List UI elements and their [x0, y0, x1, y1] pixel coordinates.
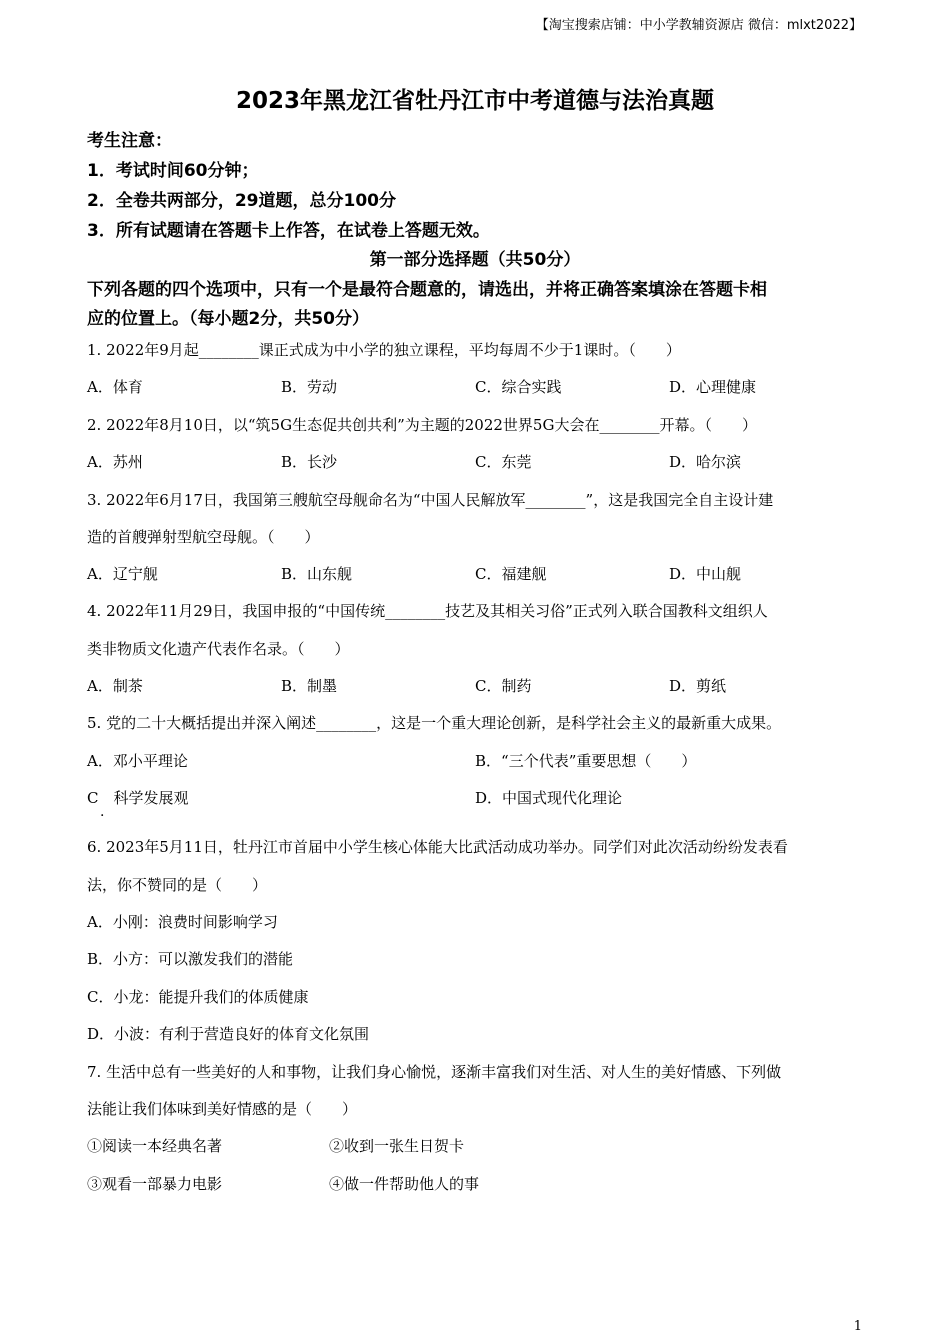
- question-1-text: 1. 2022年9月起________课正式成为中小学的独立课程，平均每周不少于1课时。（ ）: [87, 341, 681, 359]
- question-6-option-a: A．小刚：浪费时间影响学习: [87, 913, 278, 931]
- question-2-option-d: D．哈尔滨: [669, 453, 742, 471]
- question-2-text: 2. 2022年8月10日，以“筑5G生态促共创共利”为主题的2022世界5G大会在________开幕。（ ）: [87, 416, 757, 434]
- question-4-text: 4. 2022年11月29日，我国申报的“中国传统________技艺及其相关习俗”正式列入联合国教科文组织人: [87, 602, 768, 620]
- notice-item: 3．所有试题请在答题卡上作答，在试卷上答题无效。: [87, 221, 490, 241]
- question-7-option-4: ④做一件帮助他人的事: [329, 1175, 480, 1193]
- question-6-text: 法，你不赞同的是（ ）: [87, 876, 268, 894]
- instruction-line: 下列各题的四个选项中，只有一个是最符合题意的，请选出，并将正确答案填涂在答题卡相: [87, 280, 767, 300]
- question-5-option-b: B．“三个代表”重要思想（ ）: [475, 752, 697, 770]
- notice-item: 2．全卷共两部分，29道题，总分100分: [87, 191, 396, 211]
- question-6-option-d: D．小波：有利于营造良好的体育文化氛围: [87, 1025, 370, 1043]
- question-1-option-d: D．心理健康: [669, 378, 757, 396]
- question-2-option-a: A．苏州: [87, 453, 143, 471]
- question-1-option-b: B．劳动: [281, 378, 338, 396]
- question-3-text: 造的首艘弹射型航空母舰。（ ）: [87, 528, 320, 546]
- question-2-option-c: C．东莞: [475, 453, 532, 471]
- question-7-option-3: ③观看一部暴力电影: [87, 1175, 223, 1193]
- header-note: 【淘宝搜索店铺：中小学教辅资源店 微信：mlxt2022】: [535, 18, 862, 33]
- question-3-option-d: D．中山舰: [669, 565, 742, 583]
- question-7-text: 法能让我们体味到美好情感的是（ ）: [87, 1100, 358, 1118]
- stray-dot: ·: [100, 808, 105, 824]
- notice-heading: 考生注意：: [87, 131, 172, 151]
- question-7-option-2: ②收到一张生日贺卡: [329, 1137, 465, 1155]
- page-number: 1: [853, 1319, 862, 1334]
- question-7-option-1: ①阅读一本经典名著: [87, 1137, 223, 1155]
- question-4-option-c: C．制药: [475, 677, 532, 695]
- part-title: 第一部分选择题（共50分）: [369, 250, 581, 270]
- question-3-option-a: A．辽宁舰: [87, 565, 158, 583]
- page-title: 2023年黑龙江省牡丹江市中考道德与法治真题: [235, 88, 714, 114]
- question-3-option-b: B．山东舰: [281, 565, 353, 583]
- question-4-option-b: B．制墨: [281, 677, 338, 695]
- question-3-option-c: C．福建舰: [475, 565, 547, 583]
- question-1-option-c: C．综合实践: [475, 378, 562, 396]
- question-6-option-c: C．小龙：能提升我们的体质健康: [87, 988, 309, 1006]
- instruction-line: 应的位置上。（每小题2分，共50分）: [87, 309, 369, 329]
- question-4-option-a: A．制茶: [87, 677, 143, 695]
- question-7-text: 7. 生活中总有一些美好的人和事物，让我们身心愉悦，逐渐丰富我们对生活、对人生的美好情感、下列做: [87, 1063, 782, 1081]
- question-6-option-b: B．小方：可以激发我们的潜能: [87, 950, 294, 968]
- question-4-text: 类非物质文化遗产代表作名录。（ ）: [87, 640, 350, 658]
- notice-item: 1．考试时间60分钟；: [87, 161, 259, 181]
- question-3-text: 3. 2022年6月17日，我国第三艘航空母舰命名为“中国人民解放军________”，这是我国完全自主设计建: [87, 491, 774, 509]
- question-2-option-b: B．长沙: [281, 453, 338, 471]
- question-4-option-d: D．剪纸: [669, 677, 727, 695]
- question-1-option-a: A．体育: [87, 378, 143, 396]
- question-6-text: 6. 2023年5月11日，牡丹江市首届中小学生核心体能大比武活动成功举办。同学们对此次活动纷纷发表看: [87, 838, 788, 856]
- question-5-text: 5. 党的二十大概括提出并深入阐述________，这是一个重大理论创新，是科学社会主义的最新重大成果。: [87, 714, 782, 732]
- question-5-option-d: D．中国式现代化理论: [475, 789, 623, 807]
- question-5-option-a: A．邓小平理论: [87, 752, 188, 770]
- question-5-option-c: C 科学发展观: [87, 789, 189, 807]
